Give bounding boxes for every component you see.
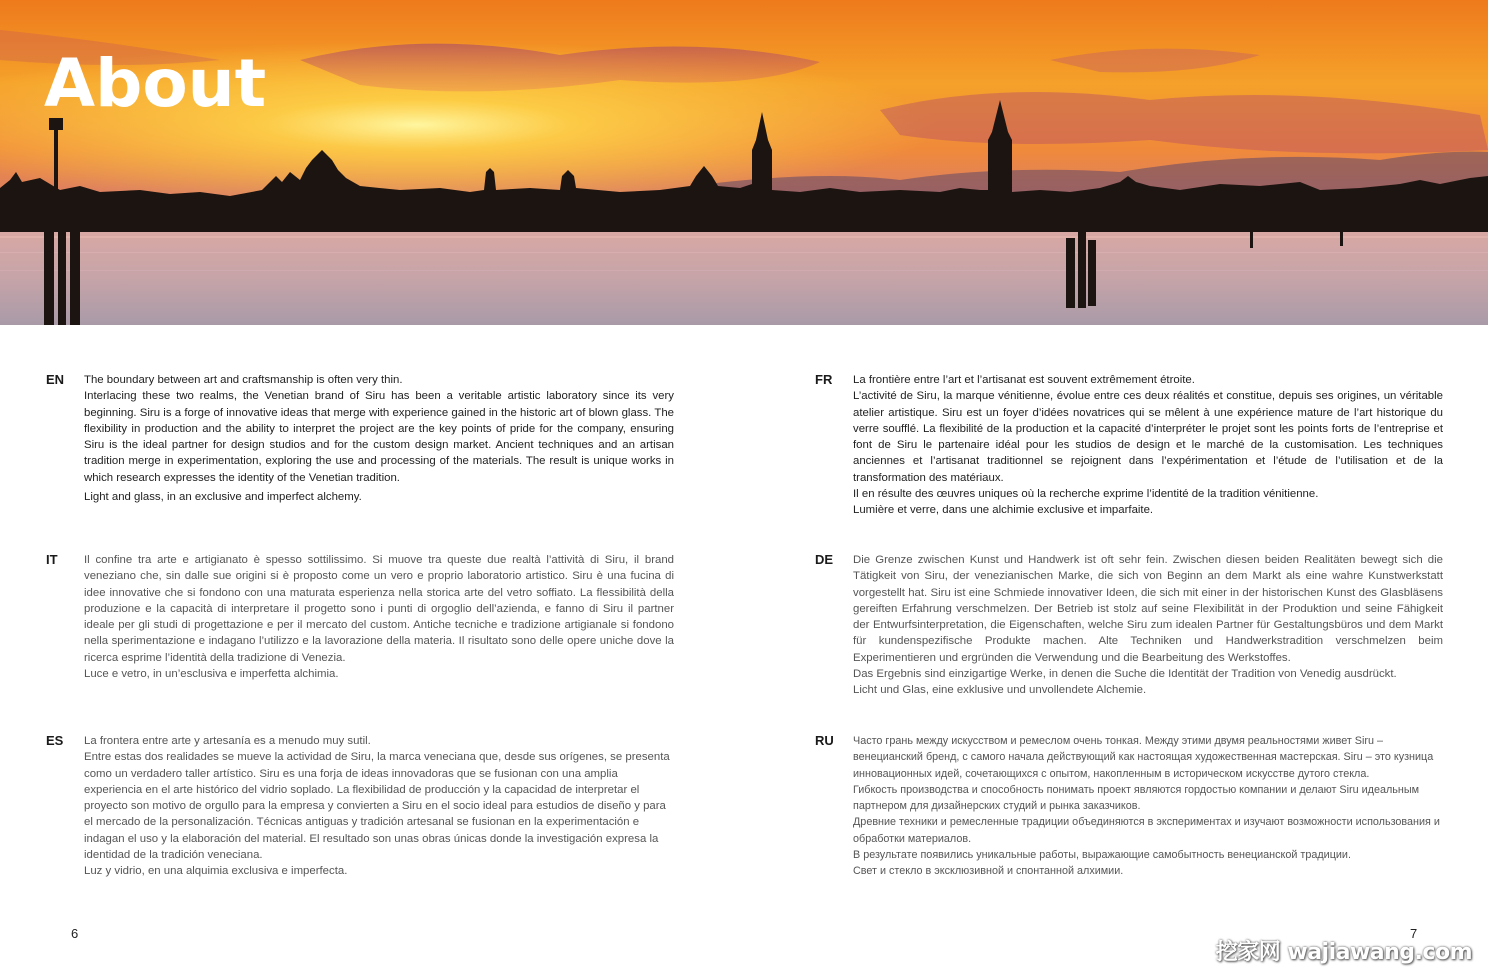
section-text [853, 372, 1443, 519]
section-text [84, 733, 674, 880]
page-title: About [44, 45, 267, 122]
section-text [84, 372, 674, 505]
paragraph: Гибкость производства и способность понимать проект являются гордостью компании и делают Siru идеальным партнером для дизайнерских студий и рынка заказчиков. [853, 783, 1420, 813]
watermark: 挖家网 wajiawang.com [1215, 940, 1472, 965]
language-code: ES [46, 733, 64, 748]
hero-image [0, 0, 1488, 325]
paragraph: The boundary between art and craftsmanship is often very thin. [84, 374, 403, 386]
paragraph: Свет и стекло в эксклюзивной и спонтанной алхимии. [853, 865, 1124, 878]
page-number-left: 6 [71, 926, 79, 941]
paragraph: Il confine tra arte e artigianato è spesso sottilissimo. Si muove tra queste due realtà l’attività di Siru, il brand veneziano che, sin dalle sue origini si è proposto come un vero e proprio laboratorio artistico. Siru è una fucina di idee innovative che si fondono con una maturata esperienza nella storica arte del vetro soffiato. La flessibilità della produzione e la capacità di interpretare il progetto sono i punti di orgoglio dell’azienda, e fanno di Siru il partner ideale per gli studi di progettazione e per il mercato del custom. Antiche tecniche e tradizione artigianale si fondono nella sperimentazione e indagano l’utilizzo e la lavorazione della materia. Il risultato sono delle opere uniche dove la ricerca esprime l’identità della tradizione di Venezia. [84, 554, 674, 664]
section-text [853, 733, 1443, 880]
language-code: DE [815, 552, 834, 567]
paragraph: В результате появились уникальные работы, выражающие самобытность венецианской традиции. [853, 849, 1351, 862]
paragraph: Luce e vetro, in un’esclusiva e imperfetta alchimia. [84, 668, 339, 681]
section-text [853, 552, 1443, 699]
paragraph: Часто грань между искусством и ремеслом очень тонкая. Между этими двумя реальностями живет Siru – венецианский бренд, с самого начала действующий как настоящая художественная мастерская. Siru – это кузница инновационных идей, сочетающихся с опытом, накопленным в историческом искусстве дутого стекла. [853, 735, 1434, 780]
language-code: FR [815, 372, 833, 387]
paragraph: Das Ergebnis sind einzigartige Werke, in denen die Suche die Identität der Tradition von Venedig ausdrückt. [853, 668, 1397, 681]
paragraph: La frontière entre l’art et l’artisanat est souvent extrêmement étroite. [853, 374, 1195, 386]
language-code: IT [46, 552, 58, 567]
page-number-right: 7 [1410, 926, 1418, 941]
paragraph: Il en résulte des œuvres uniques où la recherche exprime l’identité de la tradition vénitienne. [853, 488, 1319, 501]
paragraph: Interlacing these two realms, the Venetian brand of Siru has been a veritable artistic laboratory since its very beginning. Siru is a forge of innovative ideas that merge with experience gained in the historic art of blown glass. The flexibility in production and the ability to interpret the project are the key points of pride for the company, ensuring Siru is the ideal partner for design studios and for the custom design market. Ancient techniques and an artisan tradition merge in experimentation, exploring the use and processing of the materials. The result is unique works in which research expresses the identity of the Venetian tradition. [84, 390, 674, 484]
paragraph: Lumière et verre, dans une alchimie exclusive et imparfaite. [853, 504, 1154, 517]
paragraph: Light and glass, in an exclusive and imperfect alchemy. [84, 491, 362, 504]
section-text [84, 552, 674, 682]
paragraph: Entre estas dos realidades se mueve la actividad de Siru, la marca veneciana que, desde sus orígenes, se presenta como un verdadero taller artístico. Siru es una forja de ideas innovadoras que se fusionan con una amplia experiencia en el arte histórico del vidrio soplado. La flexibilidad de producción y la capacidad de interpretar el proyecto son motivo de orgullo para la empresa y convierten a Siru en el socio ideal para estudios de diseño y para el mercado de la personalización. Técnicas antiguas y tradición artesanal se fusionan en la experimentación e indagan el uso y la elaboración del material. El resultado son unas obras únicas donde la investigación expresa la identidad de la tradición veneciana. [84, 751, 670, 862]
language-code: EN [46, 372, 65, 387]
paragraph: Licht und Glas, eine exklusive und unvollendete Alchemie. [853, 684, 1147, 697]
paragraph: Luz y vidrio, en una alquimia exclusiva e imperfecta. [84, 865, 348, 878]
paragraph: Die Grenze zwischen Kunst und Handwerk ist oft sehr fein. Zwischen diesen beiden Realitäten bewegt sich die Tätigkeit von Siru, der venezianischen Marke, die sich von Beginn an dem Markt als eine wahre Kunstwerkstatt vorgestellt hat. Siru ist eine Schmiede innovativer Ideen, die sich mit einer in der historischen Kunst des Glasbläsens gereiften Erfahrung verschmelzen. Der Betrieb ist stolz auf seine Flexibilität in der Produktion und seine Fähigkeit der Entwurfsinterpretation, die Eigenschaften, welche Siru zum idealen Partner für Gestaltungsbüros und dem Markt für kundenspezifische Produkte machen. Alte Techniken und Handwerkstradition verschmelzen beim Experimentieren und ergründen die Verwendung und die Bearbeitung des Werkstoffes. [853, 554, 1443, 664]
paragraph: Древние техники и ремесленные традиции объединяются в экспериментах и изучают возможности использования и обработки материалов. [853, 816, 1440, 845]
paragraph: La frontera entre arte y artesanía es a menudo muy sutil. [84, 735, 371, 747]
language-code: RU [815, 733, 834, 748]
paragraph: L’activité de Siru, la marque vénitienne, évolue entre ces deux réalités et constitue, depuis ses origines, un véritable atelier artistique. Siru est un foyer d’idées novatrices qui se mêlent à une expérience mature de l’art historique du verre soufflé. La flexibilité de la production et la capacité d’interpréter le projet sont les points forts de l’entreprise et font de Siru le partenaire idéal pour les studios de design et le marché de la customisation. Les techniques anciennes et l’artisanat traditionnel se rejoignent dans l’expérimentation et l’étude de l’utilisation et de la transformation des matériaux. [853, 390, 1443, 484]
